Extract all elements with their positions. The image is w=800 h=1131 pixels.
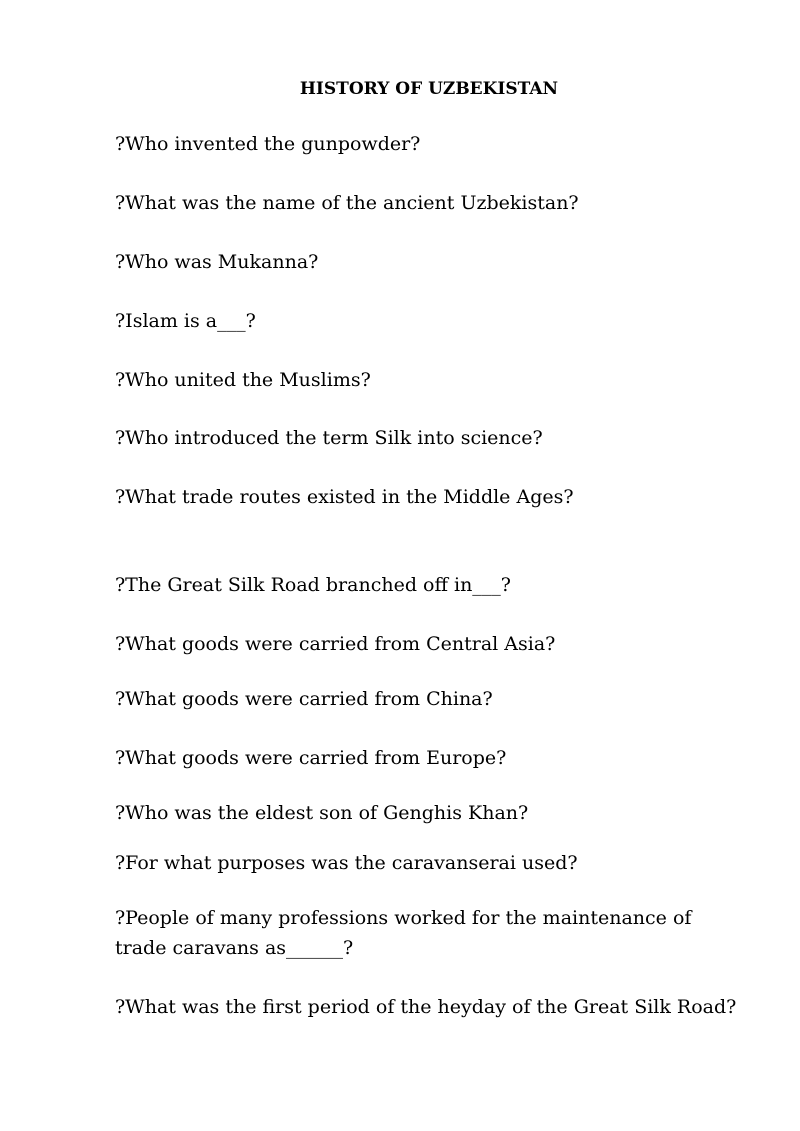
question-11: ?What goods were carried from Europe? bbox=[115, 747, 507, 769]
question-12: ?Who was the eldest son of Genghis Khan? bbox=[115, 802, 529, 824]
page-title: HISTORY OF UZBEKISTAN bbox=[299, 79, 559, 99]
question-10: ?What goods were carried from China? bbox=[115, 688, 493, 710]
question-14: ?People of many professions worked for the maintenance of trade caravans as______? bbox=[115, 907, 692, 959]
question-1: ?Who invented the gunpowder? bbox=[115, 133, 421, 155]
question-13: ?For what purposes was the caravanserai used? bbox=[115, 852, 578, 874]
question-4: ?Islam is a___? bbox=[115, 310, 256, 332]
question-6: ?Who introduced the term Silk into science? bbox=[115, 427, 543, 449]
question-9: ?What goods were carried from Central Asia? bbox=[115, 633, 556, 655]
question-2: ?What was the name of the ancient Uzbekistan? bbox=[115, 192, 579, 214]
question-7: ?What trade routes existed in the Middle Ages? bbox=[115, 486, 574, 508]
question-8: ?The Great Silk Road branched off in___? bbox=[115, 574, 511, 596]
question-5: ?Who united the Muslims? bbox=[115, 369, 371, 391]
question-3: ?Who was Mukanna? bbox=[115, 251, 319, 273]
question-15: ?What was the first period of the heyday of the Great Silk Road? bbox=[115, 996, 737, 1018]
